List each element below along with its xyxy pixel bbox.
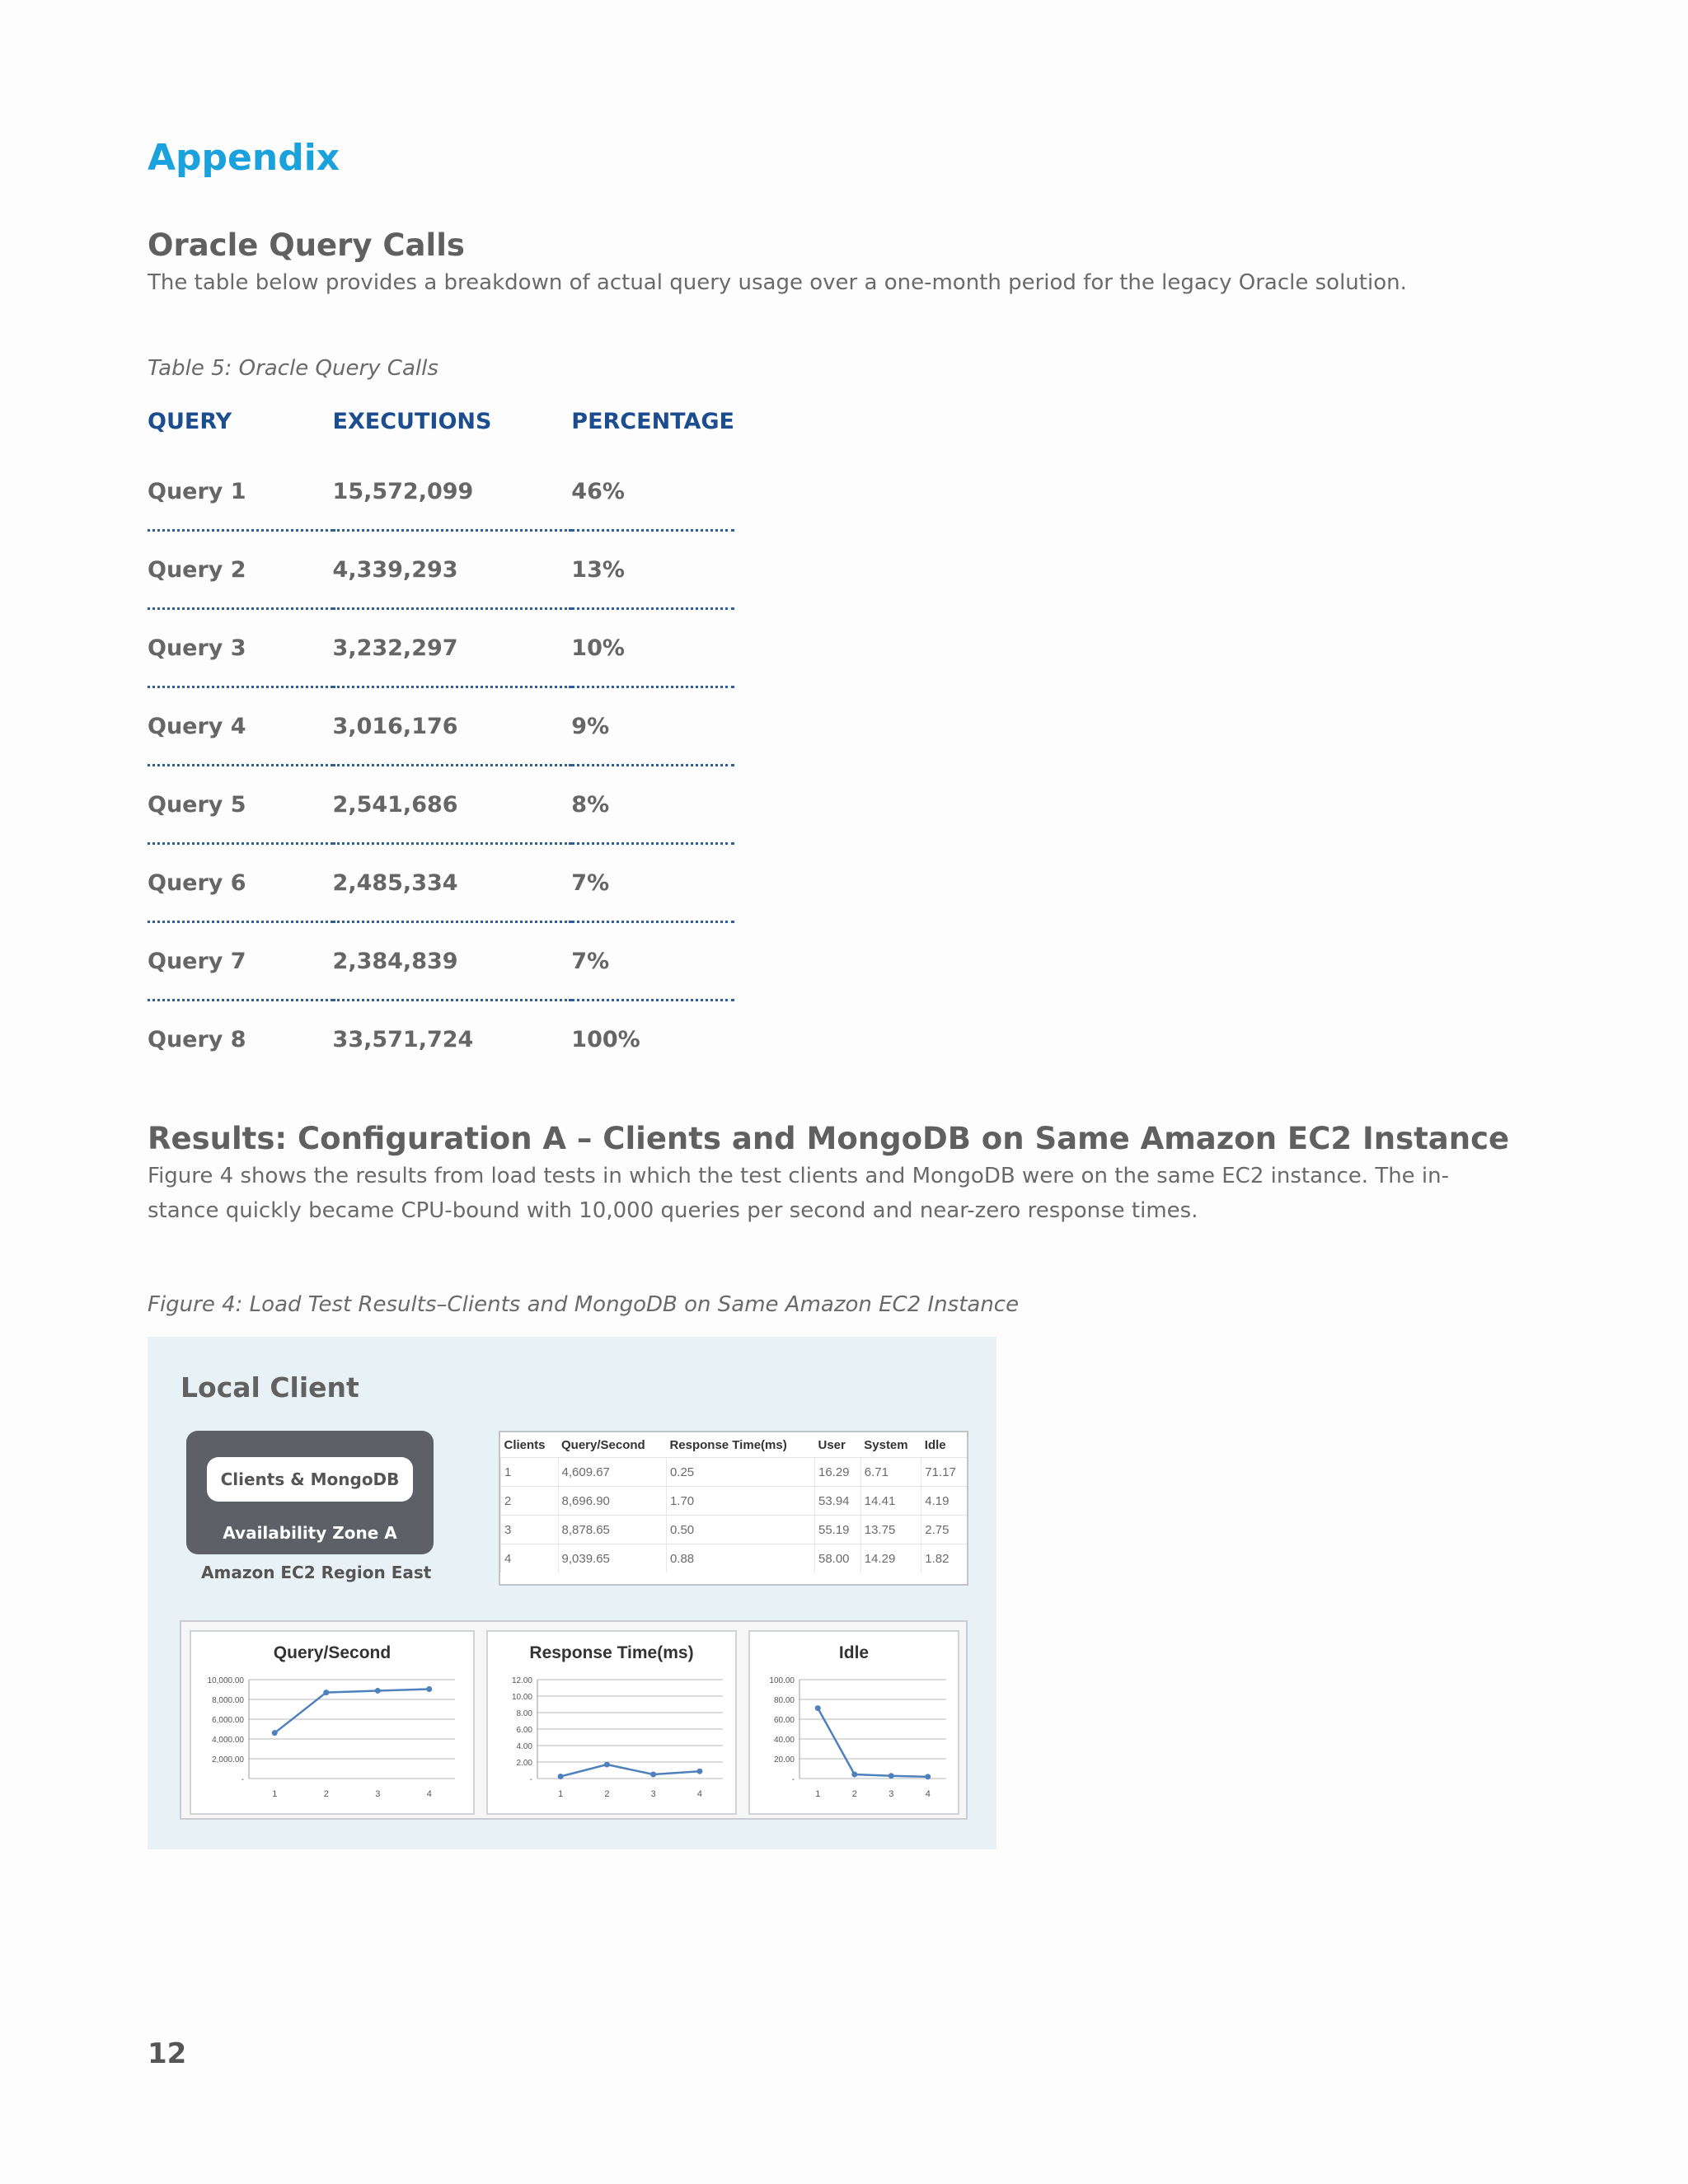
- y-tick-label: 2.00: [516, 1759, 532, 1768]
- paragraph-line: Figure 4 shows the results from load tests in which the test clients and MongoDB were on the same EC2 instance. The in-: [148, 1164, 1450, 1188]
- x-tick-label: 4: [696, 1789, 702, 1799]
- y-tick-label: -: [529, 1775, 532, 1784]
- data-point: [696, 1769, 702, 1774]
- data-point: [851, 1771, 857, 1777]
- results-header: Query/Second: [561, 1437, 645, 1452]
- series-line: [818, 1708, 928, 1777]
- results-row: [501, 1458, 968, 1487]
- data-point: [375, 1688, 381, 1694]
- results-cell: 0.50: [666, 1516, 814, 1544]
- results-cell: 1.82: [921, 1544, 967, 1573]
- data-point: [604, 1762, 610, 1768]
- series-line: [274, 1690, 429, 1733]
- table-row: [148, 687, 734, 766]
- results-header: System: [864, 1437, 908, 1452]
- chart-title: Idle: [838, 1643, 870, 1662]
- percentage-cell: 7%: [571, 922, 734, 1001]
- chart-title: Query/Second: [273, 1643, 392, 1662]
- table-row: [148, 453, 734, 531]
- data-point: [272, 1730, 278, 1736]
- column-header-percentage: PERCENTAGE: [571, 409, 734, 434]
- column-header-query: QUERY: [148, 409, 232, 434]
- data-point: [925, 1774, 931, 1779]
- data-point: [650, 1772, 656, 1778]
- y-tick-label: 8,000.00: [212, 1696, 244, 1705]
- executions-cell: 4,339,293: [333, 531, 572, 609]
- executions-cell: 2,541,686: [333, 766, 572, 844]
- results-cell: 9,039.65: [558, 1544, 666, 1573]
- results-cell: 1.70: [666, 1487, 814, 1516]
- x-tick-label: 1: [815, 1789, 821, 1799]
- query-cell: Query 8: [148, 1026, 246, 1052]
- results-cell: 14.41: [860, 1487, 921, 1516]
- results-cell: 2.75: [921, 1516, 967, 1544]
- chart-query-second: [190, 1630, 475, 1815]
- results-cell: 53.94: [814, 1487, 860, 1516]
- oracle-query-table: [148, 409, 734, 1077]
- results-cell: 55.19: [814, 1516, 860, 1544]
- x-tick-label: 2: [851, 1789, 857, 1799]
- data-point: [889, 1773, 894, 1779]
- clients-mongodb-pill: Clients & MongoDB: [207, 1457, 413, 1502]
- results-cell: 4,609.67: [558, 1458, 666, 1487]
- x-tick-label: 3: [889, 1789, 894, 1799]
- percentage-cell: 13%: [571, 531, 734, 609]
- results-cell: 71.17: [921, 1458, 967, 1487]
- results-cell: 16.29: [814, 1458, 860, 1487]
- x-tick-label: 2: [604, 1789, 610, 1799]
- y-tick-label: -: [241, 1775, 244, 1784]
- chart-response-time-svg: [488, 1632, 735, 1813]
- results-header: Idle: [924, 1437, 946, 1452]
- query-cell: Query 3: [148, 609, 333, 687]
- section-paragraph-oracle: The table below provides a breakdown of actual query usage over a one-month period for the legacy Oracle solution.: [148, 270, 1407, 295]
- y-tick-label: 100.00: [769, 1676, 795, 1685]
- table-header-row: [148, 409, 734, 453]
- results-row: [501, 1487, 968, 1516]
- results-row: [501, 1544, 968, 1573]
- executions-cell: 3,232,297: [333, 609, 572, 687]
- y-tick-label: 4.00: [516, 1742, 532, 1751]
- y-tick-label: 2,000.00: [212, 1755, 244, 1765]
- y-tick-label: 80.00: [773, 1696, 795, 1705]
- table-row: [148, 609, 734, 687]
- y-tick-label: 12.00: [511, 1676, 532, 1685]
- appendix-title: Appendix: [148, 137, 340, 179]
- table-row: [148, 1001, 734, 1078]
- section-heading-oracle: Oracle Query Calls: [148, 227, 465, 263]
- results-cell: 4.19: [921, 1487, 967, 1516]
- results-table: [500, 1432, 967, 1572]
- results-table-panel: [499, 1431, 968, 1586]
- query-cell: Query 6: [148, 844, 333, 922]
- percentage-cell: 100%: [571, 1026, 640, 1052]
- query-cell: Query 5: [148, 766, 333, 844]
- y-tick-label: 10.00: [511, 1693, 532, 1702]
- table-row: [148, 766, 734, 844]
- executions-cell: 15,572,099: [333, 453, 572, 531]
- results-row: [501, 1516, 968, 1544]
- percentage-cell: 7%: [571, 844, 734, 922]
- availability-zone-box: [186, 1431, 434, 1554]
- y-tick-label: 10,000.00: [207, 1676, 244, 1685]
- executions-cell: 3,016,176: [333, 687, 572, 766]
- chart-response-time: [486, 1630, 737, 1815]
- paragraph-line: stance quickly became CPU-bound with 10,000 queries per second and near-zero response times.: [148, 1198, 1198, 1223]
- results-cell: 13.75: [860, 1516, 921, 1544]
- y-tick-label: 6,000.00: [212, 1716, 244, 1725]
- page-number: 12: [148, 2037, 187, 2070]
- x-tick-label: 3: [650, 1789, 656, 1799]
- results-header: Response Time(ms): [669, 1437, 787, 1452]
- results-header: Clients: [504, 1437, 546, 1452]
- x-tick-label: 1: [272, 1789, 278, 1799]
- results-cell: 4: [501, 1544, 559, 1573]
- results-cell: 0.88: [666, 1544, 814, 1573]
- query-cell: Query 1: [148, 453, 333, 531]
- y-tick-label: 60.00: [773, 1716, 795, 1725]
- executions-cell: 2,485,334: [333, 844, 572, 922]
- query-cell: Query 4: [148, 687, 333, 766]
- series-line: [560, 1765, 700, 1777]
- results-cell: 3: [501, 1516, 559, 1544]
- results-cell: 14.29: [860, 1544, 921, 1573]
- results-cell: 8,696.90: [558, 1487, 666, 1516]
- table-row: [148, 844, 734, 922]
- x-tick-label: 3: [375, 1789, 381, 1799]
- chart-title: Response Time(ms): [529, 1643, 694, 1662]
- data-point: [558, 1774, 564, 1779]
- results-header-row: [501, 1432, 968, 1458]
- x-tick-label: 4: [426, 1789, 432, 1799]
- percentage-cell: 10%: [571, 609, 734, 687]
- results-cell: 8,878.65: [558, 1516, 666, 1544]
- column-header-executions: EXECUTIONS: [332, 409, 492, 434]
- section-heading-results: Results: Configuration A – Clients and MongoDB on Same Amazon EC2 Instance: [148, 1121, 1510, 1156]
- region-label: Amazon EC2 Region East: [201, 1563, 432, 1582]
- figure-title: Local Client: [181, 1371, 359, 1404]
- query-cell: Query 7: [148, 922, 333, 1001]
- data-point: [323, 1690, 329, 1695]
- section-paragraph-results: [148, 1159, 1449, 1228]
- availability-zone-label: Availability Zone A: [223, 1523, 397, 1543]
- table-row: [148, 531, 734, 609]
- executions-cell: 33,571,724: [332, 1026, 474, 1052]
- y-tick-label: 20.00: [773, 1755, 795, 1765]
- percentage-cell: 8%: [571, 766, 734, 844]
- results-cell: 0.25: [666, 1458, 814, 1487]
- y-tick-label: 4,000.00: [212, 1736, 244, 1745]
- results-header: User: [818, 1437, 846, 1452]
- x-tick-label: 2: [323, 1789, 329, 1799]
- results-cell: 2: [501, 1487, 559, 1516]
- percentage-cell: 9%: [571, 687, 734, 766]
- y-tick-label: 8.00: [516, 1709, 532, 1718]
- chart-query-second-svg: [191, 1632, 473, 1813]
- figure-caption: Figure 4: Load Test Results–Clients and MongoDB on Same Amazon EC2 Instance: [148, 1292, 1020, 1317]
- query-cell: Query 2: [148, 531, 333, 609]
- x-tick-label: 1: [558, 1789, 564, 1799]
- executions-cell: 2,384,839: [333, 922, 572, 1001]
- load-test-figure: [148, 1337, 996, 1849]
- y-tick-label: 40.00: [773, 1736, 795, 1745]
- table-caption: Table 5: Oracle Query Calls: [148, 356, 438, 381]
- data-point: [426, 1686, 432, 1692]
- results-cell: 1: [501, 1458, 559, 1487]
- y-tick-label: -: [791, 1775, 795, 1784]
- results-cell: 58.00: [814, 1544, 860, 1573]
- chart-idle: [748, 1630, 959, 1815]
- table-row: [148, 922, 734, 1001]
- results-cell: 6.71: [860, 1458, 921, 1487]
- chart-idle-svg: [750, 1632, 958, 1813]
- x-tick-label: 4: [925, 1789, 931, 1799]
- percentage-cell: 46%: [571, 453, 734, 531]
- charts-panel: [180, 1620, 968, 1820]
- y-tick-label: 6.00: [516, 1726, 532, 1735]
- data-point: [815, 1705, 821, 1711]
